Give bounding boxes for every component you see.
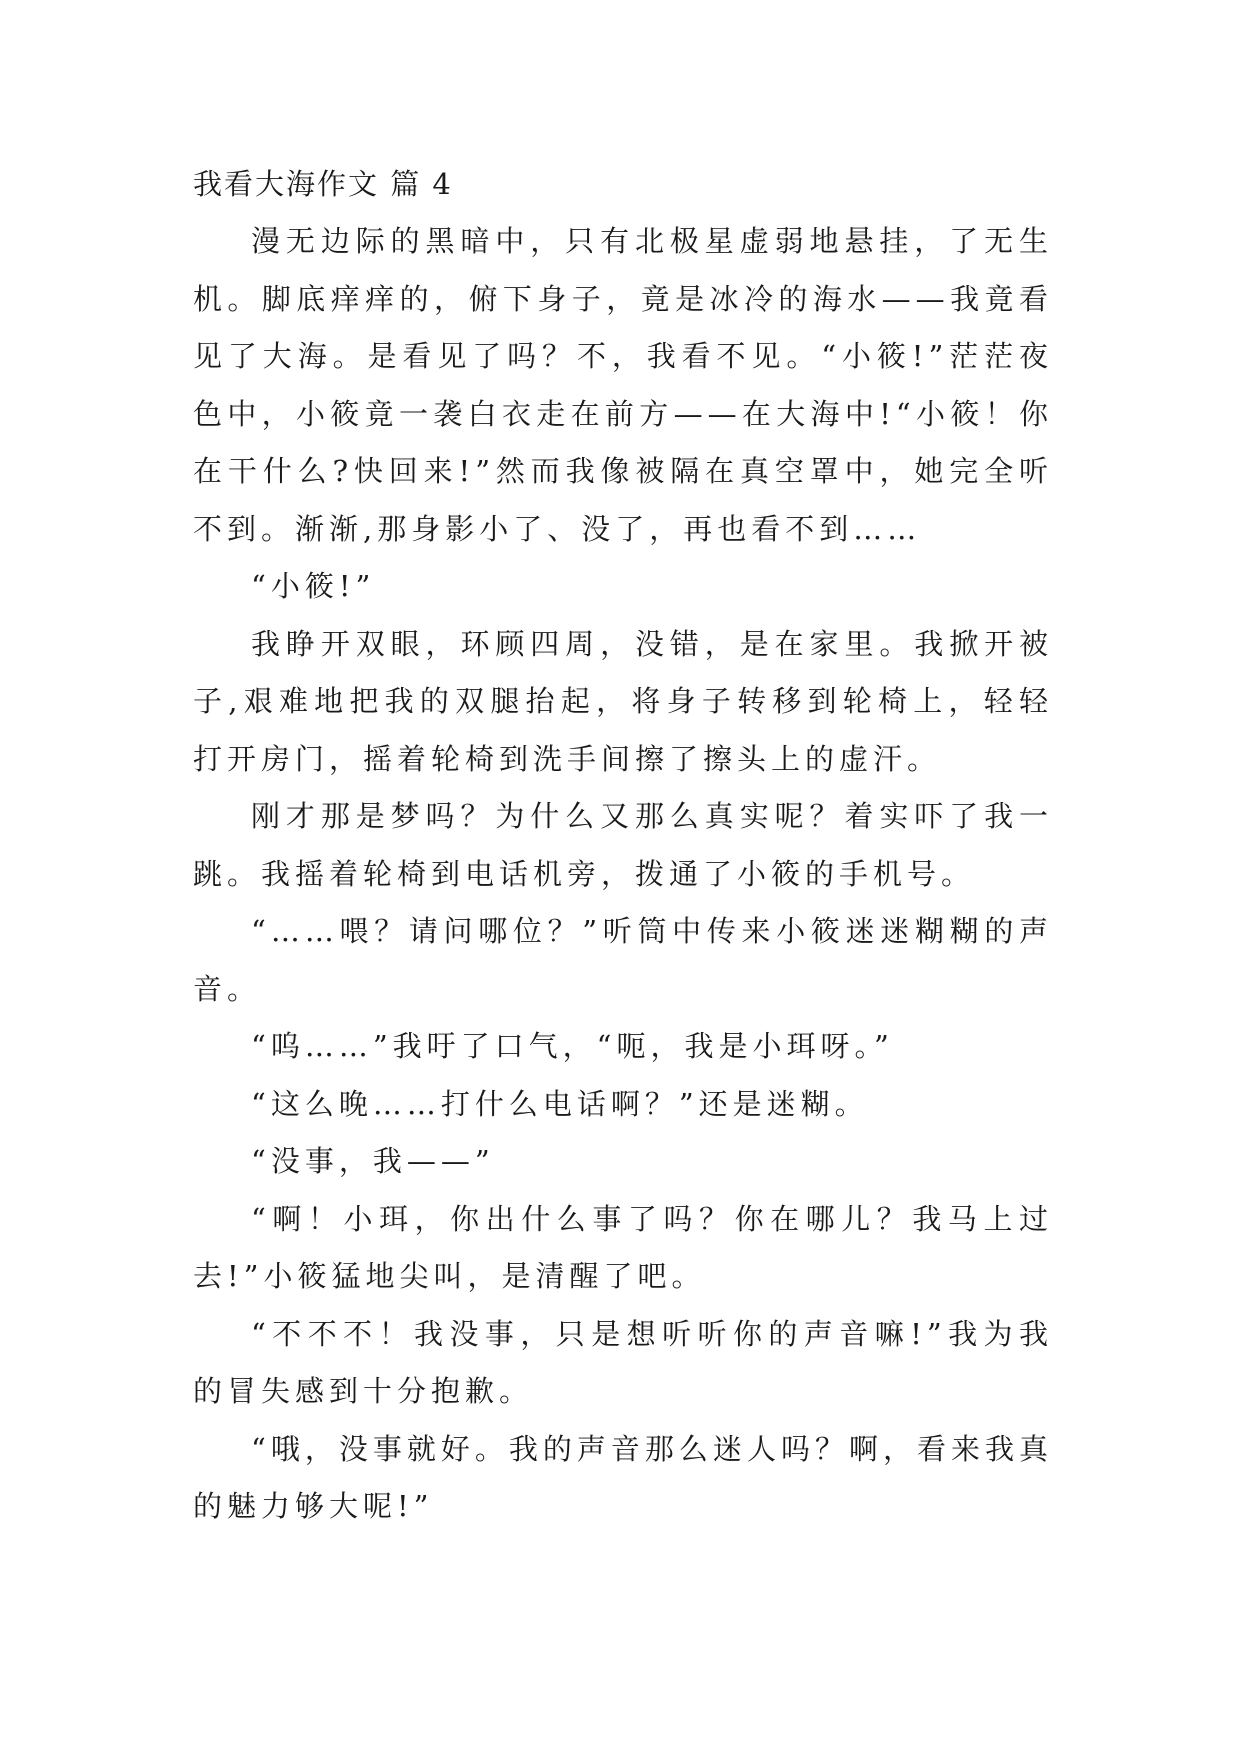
paragraph: “……喂？请问哪位？”听筒中传来小筱迷迷糊糊的声音。 [193, 914, 1053, 1006]
essay-title: 我看大海作文 篇 4 [193, 167, 453, 201]
paragraph: “这么晚……打什么电话啊？”还是迷糊。 [251, 1086, 869, 1121]
paragraph: 漫无边际的黑暗中，只有北极星虚弱地悬挂，了无生机。脚底痒痒的，俯下身子，竟是冰冷的海水——我竟看见了大海。是看见了吗？不，我看不见。“小筱!”茫茫夜色中，小筱竟一袭白衣走在前方——在大海中!“小筱！你在干什么?快回来!”然而我像被隔在真空罩中，她完全听不到。渐渐,那身影小了、没了，再也看不到…… [193, 224, 1053, 546]
paragraph: “呜……”我吁了口气，“呃，我是小珥呀。” [251, 1029, 894, 1063]
paragraph: “小筱!” [251, 569, 376, 603]
paragraph: 我睁开双眼，环顾四周，没错，是在家里。我掀开被子,艰难地把我的双腿抬起，将身子转移到轮椅上，轻轻打开房门，摇着轮椅到洗手间擦了擦头上的虚汗。 [193, 626, 1053, 776]
paragraph: “啊！小珥，你出什么事了吗？你在哪儿？我马上过去!”小筱猛地尖叫，是清醒了吧。 [193, 1201, 1053, 1293]
paragraph: “哦，没事就好。我的声音那么迷人吗？啊，看来我真的魅力够大呢!” [193, 1431, 1053, 1523]
paragraph: “不不不！我没事，只是想听听你的声音嘛!”我为我的冒失感到十分抱歉。 [193, 1316, 1053, 1408]
paragraph: 刚才那是梦吗？为什么又那么真实呢？着实吓了我一跳。我摇着轮椅到电话机旁，拨通了小筱的手机号。 [193, 799, 1053, 891]
essay-body [193, 155, 1053, 1536]
paragraph: “没事，我——” [251, 1144, 495, 1178]
